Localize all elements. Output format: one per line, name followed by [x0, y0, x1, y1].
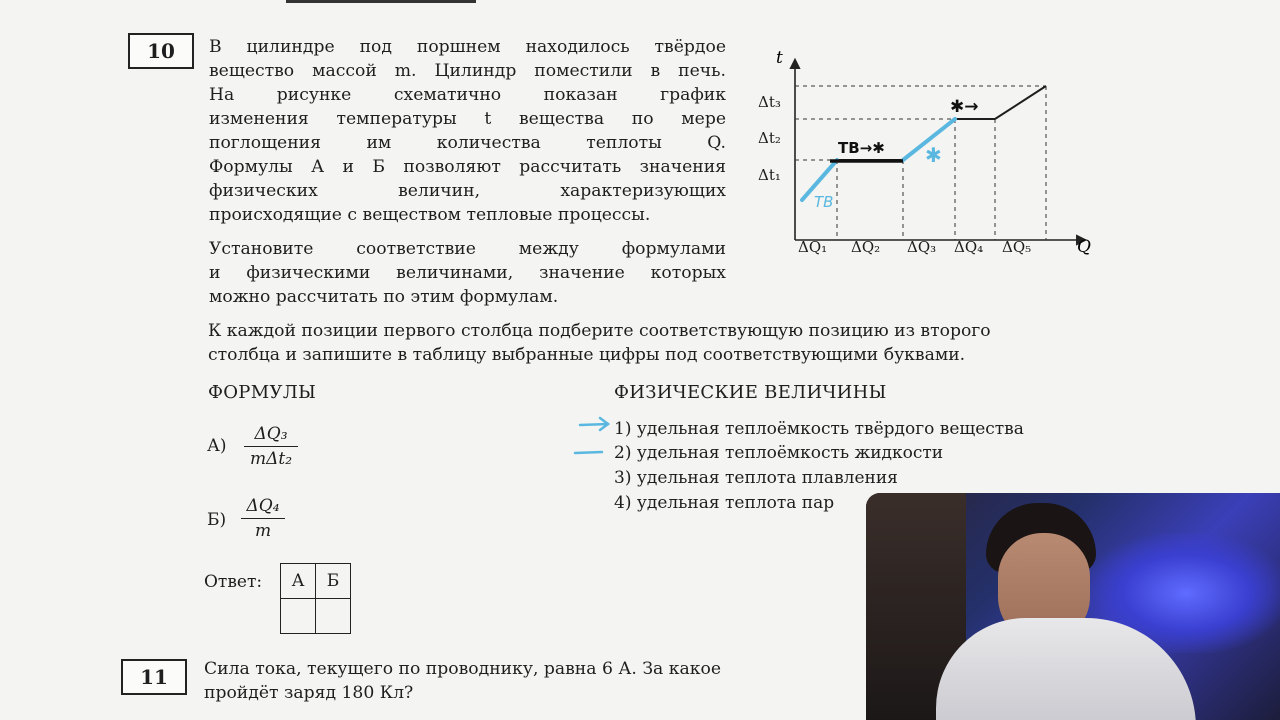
- answer-col-a: А: [281, 564, 316, 599]
- problem-10-text: [209, 35, 726, 227]
- formula-b-numerator: ΔQ₄: [246, 496, 280, 516]
- temperature-graph: [740, 40, 1110, 270]
- instruction-line-1: К каждой позиции первого столбца подберите соответствующую позицию из второго: [208, 321, 991, 341]
- tick-dt3: Δt₃: [758, 93, 781, 111]
- answer-table: [280, 563, 351, 634]
- annotation-star-to: ✱→: [950, 97, 979, 117]
- webcam-overlay: [866, 493, 1280, 720]
- annotation-arrows: [570, 412, 615, 462]
- text-line: Установите соответствие между формулами: [209, 239, 726, 259]
- tick-dq2: ΔQ₂: [851, 238, 881, 256]
- formula-a-numerator: ΔQ₃: [254, 424, 288, 444]
- option-2: 2) удельная теплоёмкость жидкости: [614, 443, 944, 463]
- text-line: можно рассчитать по этим формулам.: [209, 287, 559, 307]
- annotation-solid-to: ТВ→✱: [838, 139, 885, 157]
- text-line: Формулы А и Б позволяют рассчитать значения: [209, 157, 726, 177]
- text-line: физических величин, характеризующих: [209, 181, 726, 201]
- instruction-line-2: столбца и запишите в таблицу выбранные цифры под соответствующими буквами.: [208, 345, 966, 365]
- text-line: На рисунке схематично показан график: [209, 85, 726, 105]
- formula-a: [244, 424, 298, 469]
- annotation-star-blue: ✱: [925, 143, 942, 167]
- top-rule: [286, 0, 476, 3]
- answer-cell-b[interactable]: [316, 599, 351, 634]
- formula-b-denominator: m: [254, 521, 272, 541]
- tick-dt1: Δt₁: [758, 166, 781, 184]
- quantities-heading: ФИЗИЧЕСКИЕ ВЕЛИЧИНЫ: [614, 382, 887, 403]
- text-line: поглощения им количества теплоты Q.: [209, 133, 726, 153]
- q-axis-label: Q: [1077, 237, 1091, 257]
- answer-label: Ответ:: [204, 572, 263, 592]
- t-axis-label: t: [776, 48, 783, 68]
- formula-a-label: А): [207, 436, 227, 456]
- tick-dq1: ΔQ₁: [798, 238, 828, 256]
- option-4: 4) удельная теплота пар: [614, 493, 835, 513]
- tick-dq4: ΔQ₄: [954, 238, 984, 256]
- text-line: изменения температуры t вещества по мере: [209, 109, 726, 129]
- problem-11-line-2: пройдёт заряд 180 Кл?: [204, 683, 414, 703]
- tick-dt2: Δt₂: [758, 129, 781, 147]
- tick-dq3: ΔQ₃: [907, 238, 937, 256]
- answer-col-b: Б: [316, 564, 351, 599]
- tick-dq5: ΔQ₅: [1002, 238, 1032, 256]
- text-line: и физическими величинами, значение которых: [209, 263, 726, 283]
- problem-number-10: 10: [128, 33, 194, 69]
- formula-b-label: Б): [207, 510, 227, 530]
- option-1: 1) удельная теплоёмкость твёрдого вещества: [614, 419, 1024, 439]
- problem-11-line-1: Сила тока, текущего по проводнику, равна 6 А. За какое: [204, 659, 721, 679]
- annotation-solid: ТВ: [814, 193, 834, 211]
- problem-number-11: 11: [121, 659, 187, 695]
- formulas-heading: ФОРМУЛЫ: [208, 382, 317, 403]
- option-3: 3) удельная теплота плавления: [614, 468, 898, 488]
- formula-a-denominator: mΔt₂: [249, 449, 293, 469]
- text-line: вещество массой m. Цилиндр поместили в печь.: [209, 61, 726, 81]
- text-line: В цилиндре под поршнем находилось твёрдое: [209, 37, 726, 57]
- formula-b: [241, 496, 285, 541]
- text-line: происходящие с веществом тепловые процессы.: [209, 205, 651, 225]
- problem-10-task: [209, 237, 726, 309]
- answer-cell-a[interactable]: [281, 599, 316, 634]
